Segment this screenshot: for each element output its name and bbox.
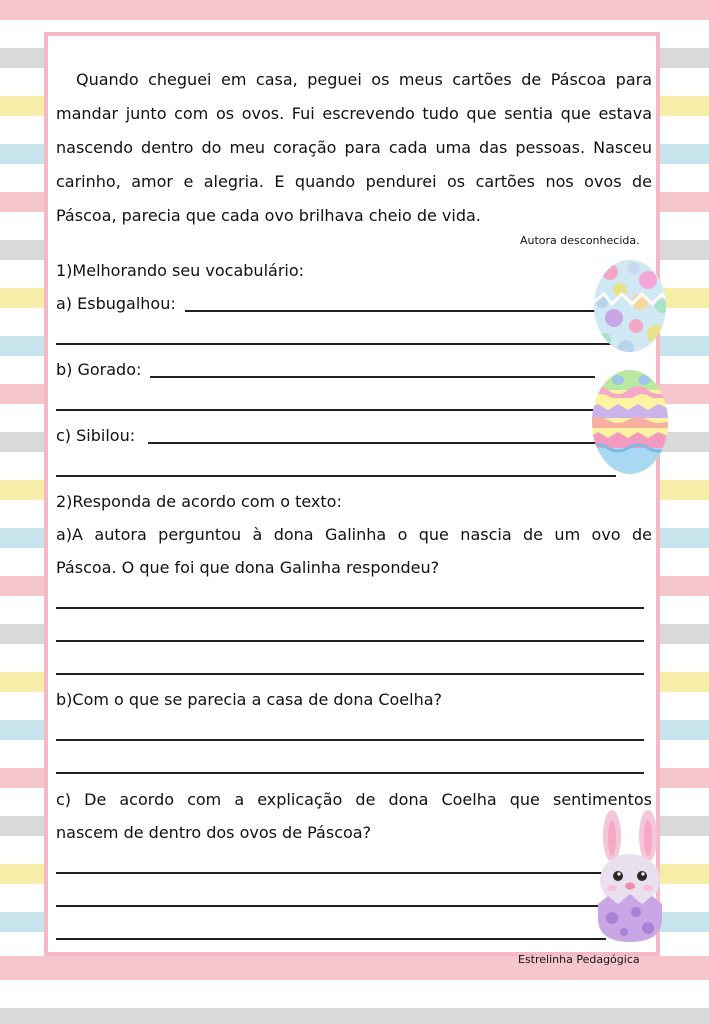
question-a-line-2: Páscoa. O que foi que dona Galinha respondeu? xyxy=(56,558,440,577)
answer-line-a-1[interactable] xyxy=(56,607,644,609)
question-c-line-2: nascem de dentro dos ovos de Páscoa? xyxy=(56,823,372,842)
answer-line-b-1[interactable] xyxy=(56,739,644,741)
top-stripe xyxy=(0,0,709,20)
footer-credit: Estrelinha Pedagógica xyxy=(518,953,640,966)
answer-line-c-3[interactable] xyxy=(56,938,606,940)
bunny-egg-icon xyxy=(590,808,670,944)
answer-line-sibilou-2[interactable] xyxy=(56,475,616,477)
section2-title: 2)Responda de acordo com o texto: xyxy=(56,492,342,511)
item-sibilou-label: c) Sibilou: xyxy=(56,426,136,445)
striped-easter-egg-icon xyxy=(588,364,672,478)
answer-line-gorado[interactable] xyxy=(150,376,595,378)
answer-line-esbugalhou[interactable] xyxy=(185,310,595,312)
answer-line-sibilou[interactable] xyxy=(148,442,598,444)
answer-line-c-2[interactable] xyxy=(56,905,606,907)
item-esbugalhou-label: a) Esbugalhou: xyxy=(56,294,176,313)
answer-line-esbugalhou-2[interactable] xyxy=(56,343,616,345)
story-line-5: Páscoa, parecia que cada ovo brilhava cheio de vida. xyxy=(56,206,481,225)
question-b: b)Com o que se parecia a casa de dona Coelha? xyxy=(56,690,443,709)
spotted-easter-egg-icon xyxy=(590,254,670,354)
section1-title: 1)Melhorando seu vocabulário: xyxy=(56,261,305,280)
story-line-4: carinho, amor e alegria. E quando pendurei os cartões nos ovos de xyxy=(56,172,652,191)
answer-line-c-1[interactable] xyxy=(56,872,606,874)
question-a-line-1: a)A autora perguntou à dona Galinha o que nascia de um ovo de xyxy=(56,525,652,544)
question-c-line-1: c) De acordo com a explicação de dona Coelha que sentimentos xyxy=(56,790,652,809)
story-line-1: Quando cheguei em casa, peguei os meus cartões de Páscoa para xyxy=(76,70,652,89)
story-line-2: mandar junto com os ovos. Fui escrevendo tudo que sentia que estava xyxy=(56,104,652,123)
story-line-3: nascendo dentro do meu coração para cada uma das pessoas. Nasceu xyxy=(56,138,652,157)
answer-line-a-3[interactable] xyxy=(56,673,644,675)
item-gorado-label: b) Gorado: xyxy=(56,360,142,379)
author-credit: Autora desconhecida. xyxy=(520,234,640,247)
answer-line-b-2[interactable] xyxy=(56,772,644,774)
answer-line-a-2[interactable] xyxy=(56,640,644,642)
answer-line-gorado-2[interactable] xyxy=(56,409,601,411)
